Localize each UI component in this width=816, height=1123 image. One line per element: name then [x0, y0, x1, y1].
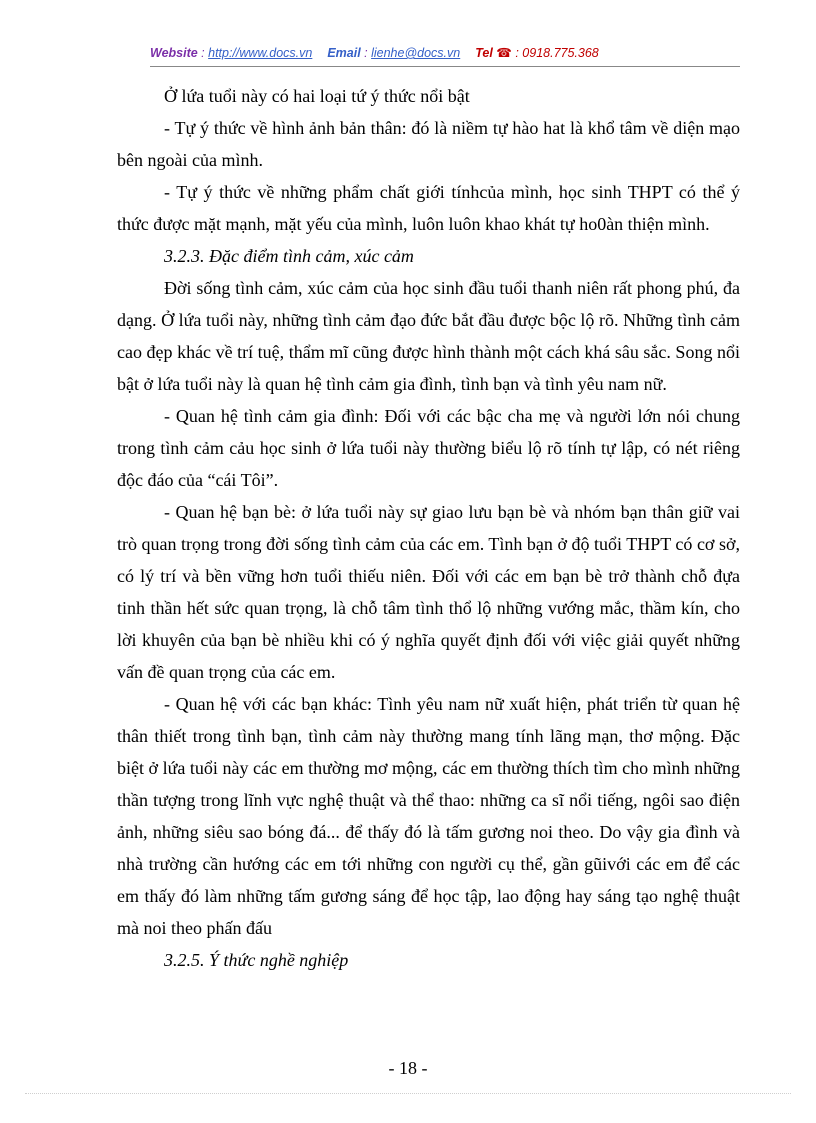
paragraph: - Quan hệ với các bạn khác: Tình yêu nam nữ xuất hiện, phát triển từ quan hệ thân thiết trong tình bạn, tình cảm này thường mang tính lãng mạn, thơ mộng. Đặc biệt ở lứa tuổi này các em thường mơ mộng, các em thường thích tìm cho mình những thần tượng trong lĩnh vực nghệ thuật và thể thao: những ca sĩ nổi tiếng, ngôi sao điện ảnh, những siêu sao bóng đá... để thấy đó là tấm gương noi theo. Do vậy gia đình và nhà trường cần hướng các em tới những con người cụ thể, gần gũivới các em để các em thấy đó làm những tấm gương sáng để học tập, lao động hay sáng tạo nghệ thuật mà noi theo phấn đấu: [117, 694, 740, 938]
email-link[interactable]: lienhe@docs.vn: [371, 46, 461, 60]
tel-label: Tel: [475, 46, 493, 60]
phone-icon: ☎: [496, 46, 512, 60]
paragraph: - Quan hệ tình cảm gia đình: Đối với các bậc cha mẹ và người lớn nói chung trong tình cảm cảu học sinh ở lứa tuổi này thường biểu lộ rõ tính tự lập, có nét riêng độc đáo của “cái Tôi”.: [117, 406, 740, 490]
paragraph: - Quan hệ bạn bè: ở lứa tuổi này sự giao lưu bạn bè và nhóm bạn thân giữ vai trò quan trọng trong đời sống tình cảm của các em. Tình bạn ở độ tuổi THPT có cơ sở, có lý trí và bền vững hơn tuổi thiếu niên. Đối với các em bạn bè trở thành chỗ đựa tinh thần hết sức quan trọng, là chỗ tâm tình thổ lộ những vướng mắc, thầm kín, cho lời khuyên của bạn bè nhiều khi có ý nghĩa quyết định đối với việc giải quyết những vấn đề quan trọng của các em.: [117, 502, 740, 682]
page-bottom-rule: [25, 1093, 791, 1094]
website-link[interactable]: http://www.docs.vn: [208, 46, 313, 60]
page-number: - 18 -: [388, 1058, 428, 1078]
document-body: [117, 80, 740, 976]
section-heading: 3.2.5. Ý thức nghề nghiệp: [164, 950, 349, 970]
paragraph: - Tự ý thức về hình ảnh bản thân: đó là niềm tự hào hat là khổ tâm về diện mạo bên ngoài của mình.: [117, 118, 740, 170]
paragraph: Ở lứa tuổi này có hai loại tứ ý thức nổi bật: [164, 86, 470, 106]
email-label: Email: [327, 46, 361, 60]
tel-number: : 0918.775.368: [511, 46, 599, 60]
paragraph: - Tự ý thức về những phẩm chất giới tínhcủa mình, học sinh THPT có thể ý thức được mặt mạnh, mặt yếu của mình, luôn luôn khao khát tự ho0àn thiện mình.: [117, 182, 740, 234]
page-header: [150, 45, 670, 60]
website-separator: :: [197, 46, 209, 60]
section-heading: 3.2.3. Đặc điểm tình cảm, xúc cảm: [164, 246, 414, 266]
header-rule: [150, 66, 740, 67]
website-label: Website: [150, 46, 198, 60]
paragraph: Đời sống tình cảm, xúc cảm của học sinh đầu tuổi thanh niên rất phong phú, đa dạng. Ở lứa tuổi này, những tình cảm đạo đức bắt đầu được bộc lộ rõ. Những tình cảm cao đẹp khác về trí tuệ, thẩm mĩ cũng được hình thành một cách khá sâu sắc. Song nổi bật ở lứa tuổi này là quan hệ tình cảm gia đình, tình bạn và tình yêu nam nữ.: [117, 278, 740, 394]
email-separator: :: [360, 46, 372, 60]
